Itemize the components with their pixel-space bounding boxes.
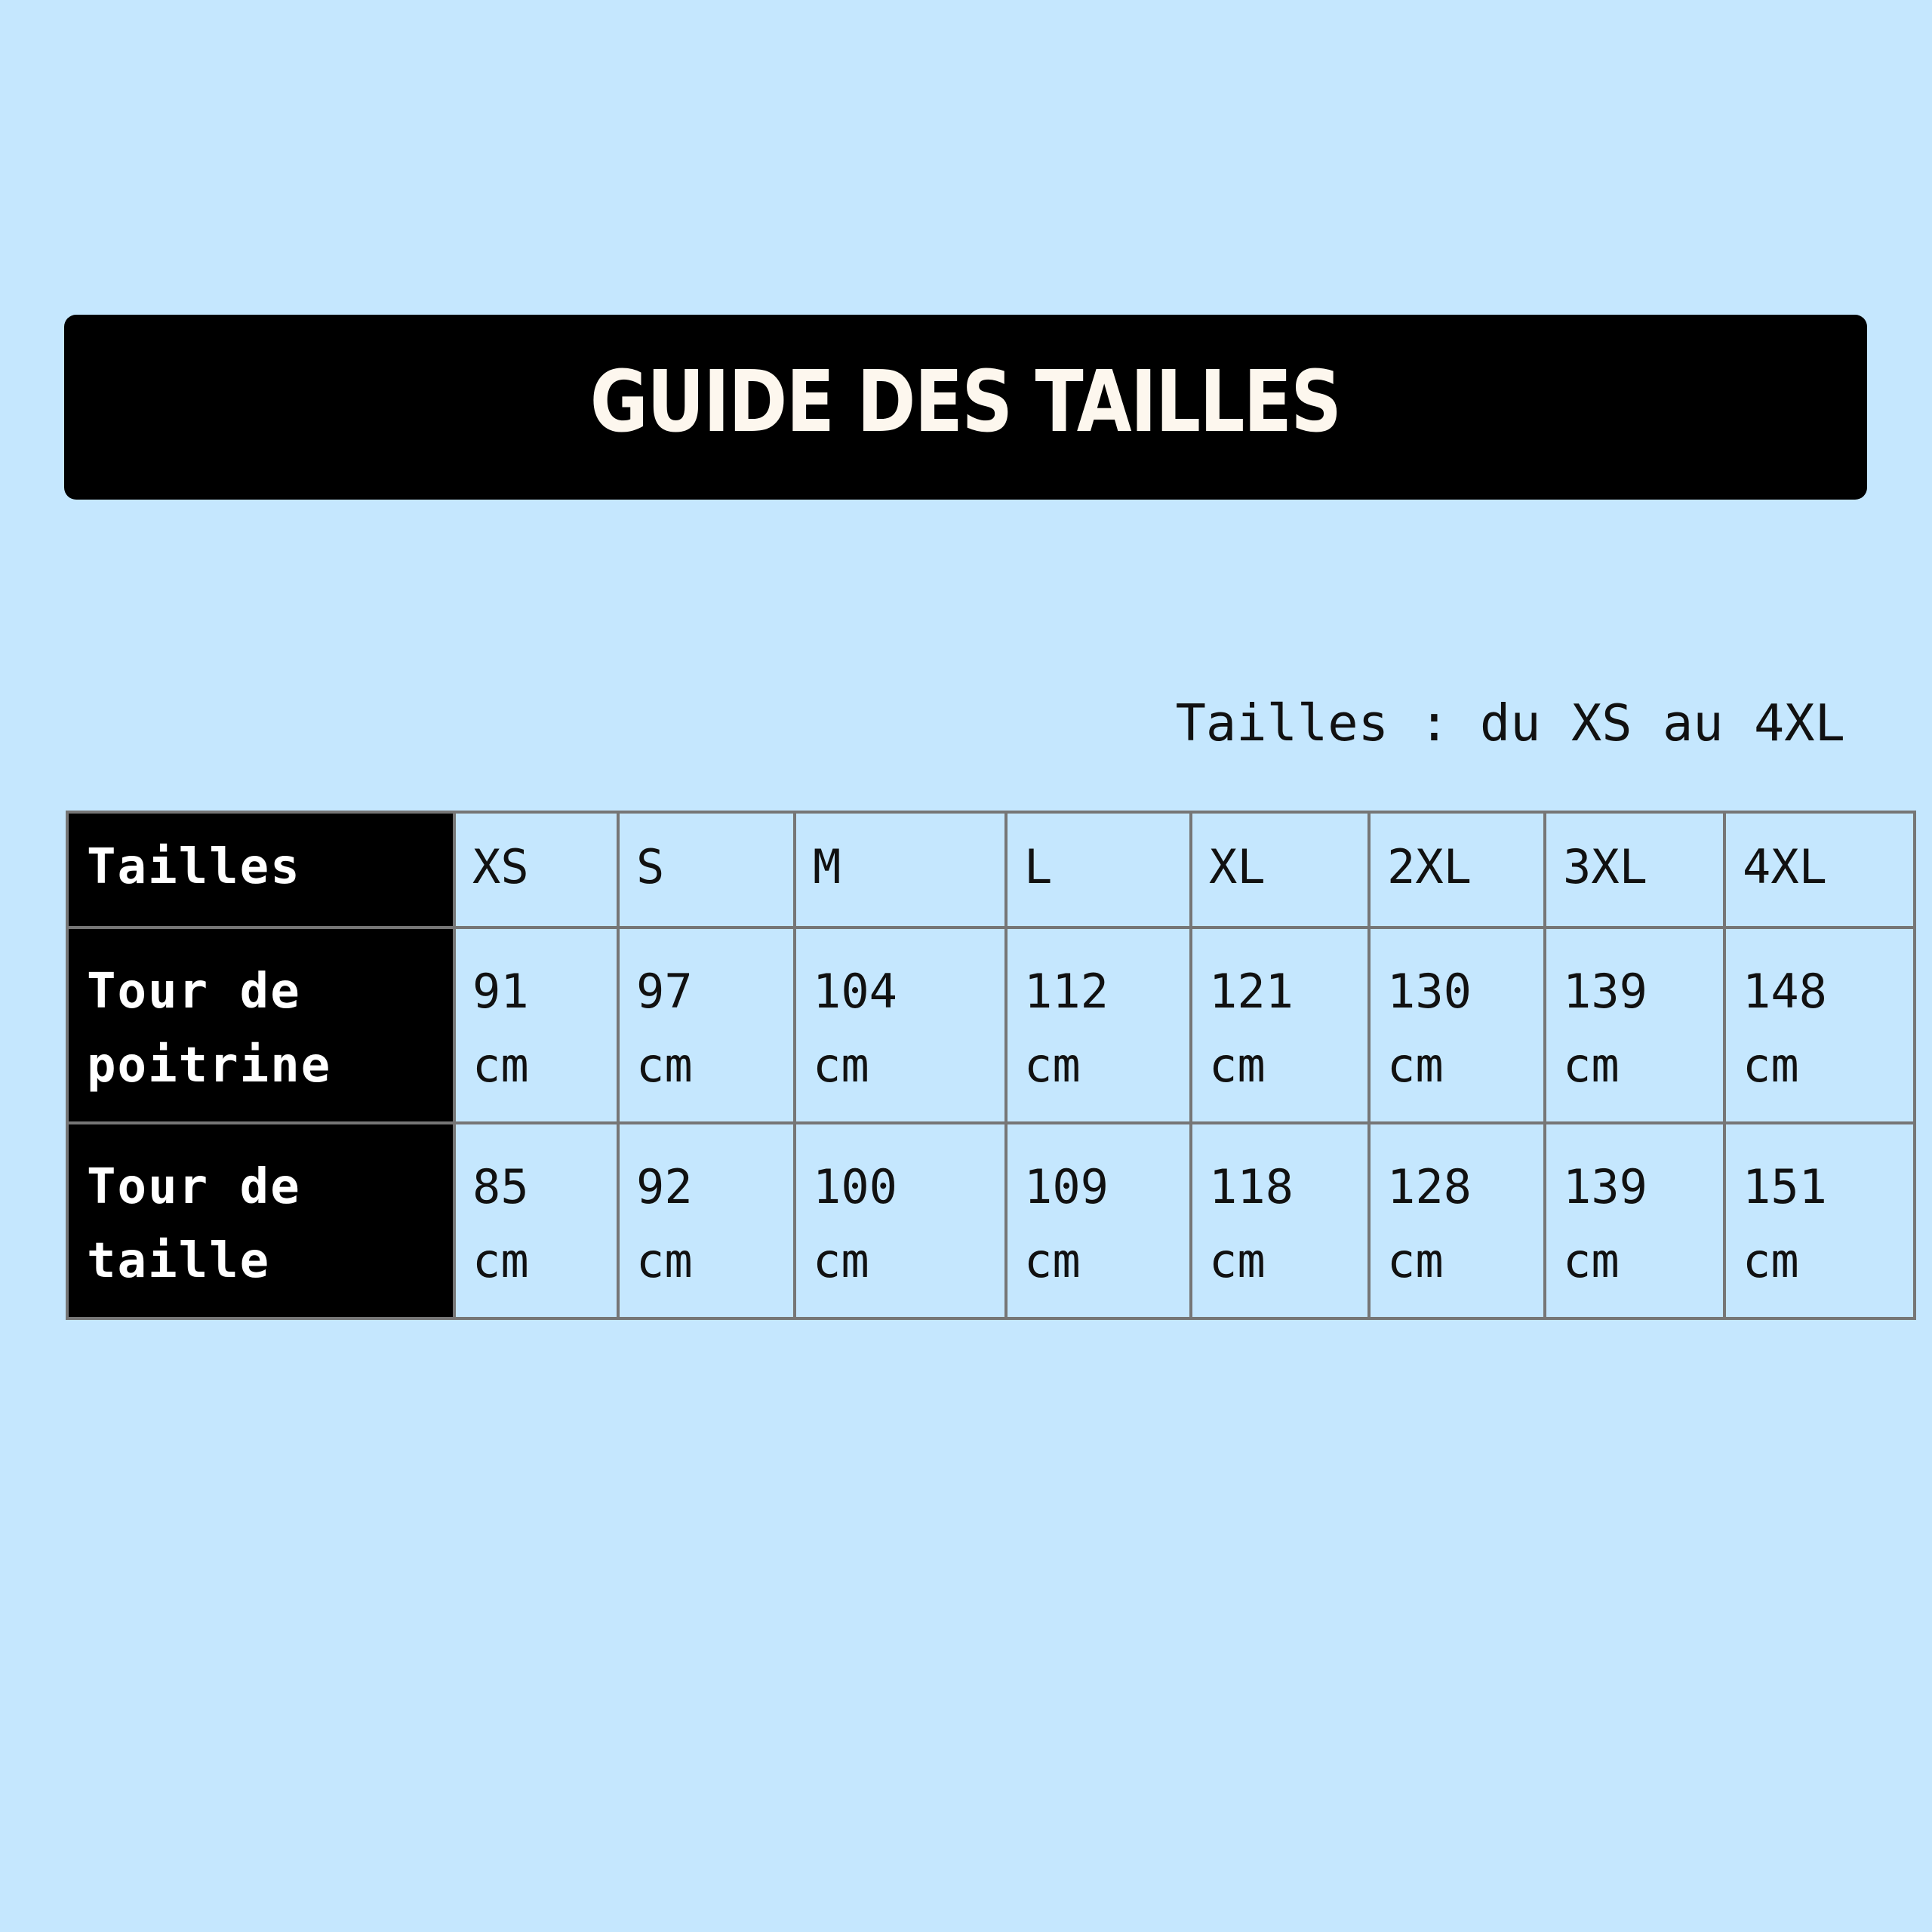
table-cell [1369,1123,1545,1318]
table-row-chest [67,928,1915,1123]
table-row-waist [67,1123,1915,1318]
waist-value-4xl: 151 cm [1743,1159,1827,1288]
chest-value-4xl: 148 cm [1743,964,1827,1093]
row-header-label: Tailles [87,839,301,895]
row-header-cell [67,1123,454,1318]
size-label-xs: XS [472,839,529,894]
size-range-caption: Tailles : du XS au 4XL [1175,694,1845,752]
waist-value-xs: 85 cm [472,1159,529,1288]
chest-value-s: 97 cm [636,964,693,1093]
waist-value-3xl: 139 cm [1563,1159,1647,1288]
size-table [66,811,1916,1320]
table-cell [1006,928,1191,1123]
chest-value-xs: 91 cm [472,964,529,1093]
row-label-waist: Tour de taille [87,1159,301,1289]
table-cell [454,1123,618,1318]
chest-value-xl: 121 cm [1209,964,1294,1093]
size-label-4xl: 4XL [1743,839,1827,894]
waist-value-m: 100 cm [813,1159,897,1288]
table-cell [1724,1123,1915,1318]
waist-value-l: 109 cm [1024,1159,1109,1288]
row-header-cell [67,928,454,1123]
table-cell [1545,928,1724,1123]
waist-value-2xl: 128 cm [1387,1159,1472,1288]
waist-value-s: 92 cm [636,1159,693,1288]
waist-value-xl: 118 cm [1209,1159,1294,1288]
table-cell [618,1123,795,1318]
title-banner [64,315,1867,500]
table-cell [1369,928,1545,1123]
table-cell [795,1123,1006,1318]
table-cell [795,928,1006,1123]
table-cell [1006,1123,1191,1318]
size-header-cell [1724,812,1915,928]
chest-value-3xl: 139 cm [1563,964,1647,1093]
size-header-cell [1006,812,1191,928]
chest-value-2xl: 130 cm [1387,964,1472,1093]
table-cell [1191,928,1369,1123]
table-header-row [67,812,1915,928]
size-header-cell [618,812,795,928]
size-header-cell [454,812,618,928]
chest-value-l: 112 cm [1024,964,1109,1093]
size-header-cell [795,812,1006,928]
size-label-xl: XL [1209,839,1266,894]
table-cell [1724,928,1915,1123]
size-label-2xl: 2XL [1387,839,1472,894]
page-title: GUIDE DES TAILLES [590,352,1341,451]
table-cell [1545,1123,1724,1318]
chest-value-m: 104 cm [813,964,897,1093]
size-header-cell [1191,812,1369,928]
size-header-cell [1369,812,1545,928]
size-label-3xl: 3XL [1563,839,1647,894]
row-label-chest: Tour de poitrine [87,964,332,1094]
size-label-m: M [813,839,841,894]
table-cell [1191,1123,1369,1318]
size-header-cell [1545,812,1724,928]
row-header-cell [67,812,454,928]
size-label-s: S [636,839,665,894]
table-cell [454,928,618,1123]
table-cell [618,928,795,1123]
size-label-l: L [1024,839,1053,894]
